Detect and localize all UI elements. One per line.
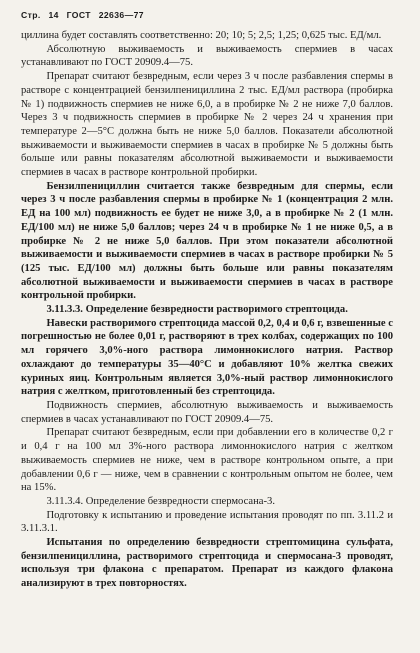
page-number: 14 — [48, 10, 59, 20]
paragraph-4: Бензилпенициллин считается также безвредным для спермы, если через 3 ч после разбавления спермы в пробирке № 1 (концентрация 2 млн. ЕД на 100 мл) подвижность ее будет не ниже 3,0, а в пробирке № 2 (1 млн. ЕД/100 мл) не ниже 5,0 баллов; через 24 ч в пробирке № 1 не ниже 0,5, а в пробирке № 2 не ниже 5,0 баллов. При этом показатели абсолютной выживаемости и выживаемости спермиев в часах в растворе пробирки № 5 (125 тыс. ЕД/100 мл) должны быть больше или равны показателям абсолютной выживаемости и выживаемости спермиев в часах в растворе контрольной пробирки. — [21, 180, 393, 302]
standard-number: 22636—77 — [98, 10, 144, 20]
page-header — [21, 10, 393, 29]
paragraph-8: Препарат считают безвредным, если при добавлении его в количестве 0,2 г и 0,4 г на 100 мл 3%-ного раствора лимоннокислого натрия с желтком выживаемость спермиев не ниже, чем в растворе контрольном опыте, а при добавлении 0,6 г — ниже, чем в сравнении с контрольным опытом не более, чем на 15%. — [21, 427, 393, 494]
section-heading-3-11-3-3: 3.11.3.3. Определение безвредности растворимого стрептоцида. — [46, 304, 348, 316]
paragraph-10: Подготовку к испытанию и проведение испытания проводят по пп. 3.11.2 и 3.11.3.1. — [21, 509, 393, 535]
paragraph-1: циллина будет составлять соответственно: 20; 10; 5; 2,5; 1,25; 0,625 тыс. ЕД/мл. — [21, 30, 382, 41]
page-label: Стр. — [21, 10, 41, 20]
body-text — [21, 29, 393, 591]
standard-label: ГОСТ — [66, 10, 91, 20]
paragraph-7: Подвижность спермиев, абсолютную выживаемость и выживаемость спермиев в часах устанавливают по ГОСТ 20909.4—75. — [21, 399, 393, 425]
section-heading-3-11-3-4: 3.11.3.4. Определение безвредности спермосана-3. — [46, 495, 275, 507]
paragraph-6: Навески растворимого стрептоцида массой 0,2, 0,4 и 0,6 г, взвешенные с погрешностью не более 0,01 г, растворяют в трех колбах, содержащих по 100 мл горячего 3,0%-ного раствора лимоннокислого натрия. Раствор охлаждают до температуры 35—40°С и добавляют 10% желтка свежих куриных яиц. Контрольным является 3,0%-ный раствор лимоннокислого натрия с желтком, приготовленный без стрептоцида. — [21, 317, 393, 398]
paragraph-2: Абсолютную выживаемость и выживаемость спермиев в часах устанавливают по ГОСТ 20909.4—75. — [21, 43, 393, 69]
paragraph-3: Препарат считают безвредным, если через 3 ч после разбавления спермы в растворе с концентрацией бензилпенициллина 2 тыс. ЕД/мл раствора (пробирка № 1) подвижность спермиев не ниже 6,0, а в пробирке № 2 не ниже 7,0 баллов. Через 3 ч подвижность спермиев в пробирке № 2 через 24 ч хранения при температуре 2—5°С должна быть не ниже 5,0 баллов. Показатели абсолютной выживаемости и выживаемости спермиев в часах в пробирке № 5 должны быть больше или равны показателям абсолютной выживаемости и выживаемости спермиев в часах в растворе контрольной пробирки. — [21, 71, 393, 179]
paragraph-11: Испытания по определению безвредности стрептомицина сульфата, бензилпенициллина, растворимого стрептоцида и спермосана-3 проводят, используя три флакона с препаратом. Препарат из каждого флакона анализируют в трех повторностях. — [21, 537, 393, 590]
